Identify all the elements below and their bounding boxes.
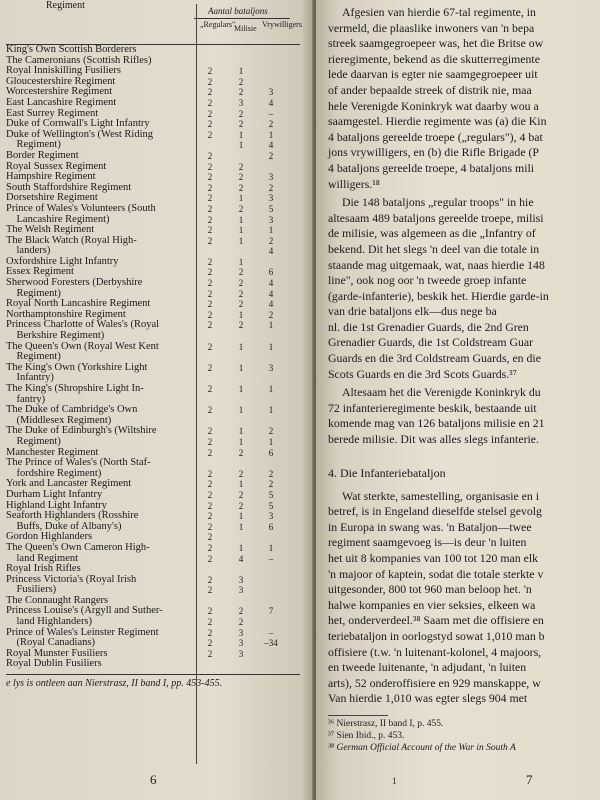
milisie-count: 1 — [238, 225, 244, 236]
regiment-name: Gloucestershire Regiment — [6, 75, 116, 87]
vrywilligers-count: 4 — [268, 246, 274, 257]
regulars-count: 2 — [207, 638, 213, 649]
milisie-count: 2 — [238, 203, 244, 214]
milisie-count: 2 — [238, 87, 244, 98]
regiment-name: Royal Munster Fusiliers — [6, 647, 108, 659]
milisie-count: 1 — [238, 214, 244, 225]
vrywilligers-count: 2 — [268, 235, 274, 246]
regiment-name: Royal Dublin Fusiliers — [6, 658, 102, 670]
milisie-count: 3 — [238, 648, 244, 659]
regulars-count: 2 — [207, 214, 213, 225]
table-row — [6, 236, 300, 247]
milisie-count: 3 — [238, 627, 244, 638]
milisie-header: Milisie — [234, 24, 257, 33]
table-row — [6, 490, 300, 501]
regiment-name: Royal Inniskilling Fusiliers — [6, 65, 121, 77]
regulars-count: 2 — [207, 617, 213, 628]
table-row — [6, 659, 300, 670]
text-line: betref, is in Engeland dieselfde stelsel gevolg — [328, 504, 542, 519]
regulars-count: 2 — [207, 489, 213, 500]
regulars-count: 2 — [207, 97, 213, 108]
regiment-name: Northamptonshire Regiment — [6, 308, 126, 320]
regulars-count: 2 — [207, 384, 213, 394]
milisie-count: 1 — [238, 235, 244, 246]
regulars-count: 2 — [207, 511, 213, 522]
regulars-count: 2 — [207, 161, 213, 172]
regulars-count: 2 — [207, 479, 213, 490]
milisie-count: 2 — [238, 161, 244, 172]
milisie-count: 1 — [238, 426, 244, 437]
text-line: van drie bataljons elk—dus nege ba — [328, 304, 497, 319]
vrywilligers-count: – — [268, 553, 274, 564]
regiment-name: The Cameronians (Scottish Rifles) — [6, 54, 152, 66]
regulars-count: 2 — [207, 256, 213, 267]
regulars-count: 2 — [207, 426, 213, 437]
table-row — [6, 151, 300, 162]
regulars-count: 2 — [207, 405, 213, 416]
regiment-name: The Connaught Rangers — [6, 594, 109, 606]
text-line: uitgesonder, 800 tot 960 man beloop het. 'n — [328, 582, 532, 597]
vrywilligers-count: 4 — [268, 288, 274, 299]
regiment-name: York and Lancaster Regiment — [6, 478, 132, 490]
milisie-count: 3 — [238, 574, 244, 585]
text-line: en tweede luitenante, 'n adjudant, 'n luiten — [328, 660, 527, 675]
regiment-name: land Regiment — [6, 552, 79, 564]
regulars-count: 2 — [207, 108, 213, 119]
regiment-name: Regiment) — [6, 351, 61, 363]
regiment-column-header: Regiment — [46, 0, 85, 11]
right-page — [316, 0, 600, 800]
text-line: Van hierdie 1,010 was egter slegs 904 met — [328, 691, 528, 706]
text-line: streek saamgegroepeer was, het die Britse ow — [328, 36, 544, 51]
text-line: 4 bataljons gereelde troepe, 4 bataljons mili — [328, 160, 535, 175]
regiment-name: Prince of Wales's Leinster Regiment — [6, 626, 159, 638]
vrywilligers-count: 3 — [268, 511, 274, 522]
milisie-count: 2 — [238, 108, 244, 119]
regiment-name: The Prince of Wales's (North Staf- — [6, 457, 151, 469]
regiment-name: Highland Light Infantry — [6, 499, 107, 511]
regiment-name: fantry) — [6, 393, 46, 405]
table-row — [6, 45, 300, 56]
text-line: bekend. Dit het slegs 'n deel van die totale in — [328, 241, 540, 256]
regulars-count: 2 — [207, 341, 213, 352]
vrywilligers-count: 3 — [268, 87, 274, 98]
regiment-name: Royal Sussex Regiment — [6, 160, 107, 172]
milisie-count: 1 — [238, 521, 244, 532]
regiment-name: Royal Irish Rifles — [6, 563, 81, 575]
vrywilligers-count: 6 — [268, 267, 274, 278]
milisie-count: 4 — [238, 553, 244, 564]
text-line: hele Verenigde Koninkryk wat daarby wou a — [328, 98, 539, 113]
milisie-count: 1 — [238, 436, 244, 447]
table-row — [6, 437, 300, 448]
regulars-count: 2 — [207, 119, 213, 130]
regiment-name: (Middlesex Regiment) — [6, 414, 112, 426]
vrywilligers-count: – — [268, 108, 274, 119]
text-line: Altesaam het die Verenigde Koninkryk du — [342, 385, 541, 400]
milisie-count: 2 — [238, 76, 244, 87]
regiment-name: Infantry) — [6, 372, 54, 384]
text-line: nl. die 1st Grenadier Guards, die 2nd Gren — [328, 319, 529, 334]
footnotes — [328, 718, 600, 754]
milisie-count: 2 — [238, 320, 244, 331]
regiment-name: Durham Light Infantry — [6, 488, 103, 500]
milisie-count: 2 — [238, 172, 244, 183]
vrywilligers-count: 4 — [268, 97, 274, 108]
milisie-count: 1 — [238, 341, 244, 352]
text-line: 72 infanterieregimente beskik, bestaande uit — [328, 400, 537, 415]
regiment-name: The King's (Shropshire Light In- — [6, 383, 144, 394]
paragraph-battalion — [328, 489, 600, 707]
vrywilligers-count: 4 — [268, 299, 274, 310]
regiment-name: Fusiliers) — [6, 584, 57, 596]
regiment-name: Lancashire Regiment) — [6, 213, 110, 225]
vrywilligers-count: 6 — [268, 447, 274, 458]
milisie-count: 1 — [238, 384, 244, 394]
text-line: teriebataljon in oorlogstyd sowat 1,010 man b — [328, 628, 545, 643]
text-line: berede milisie. Dit was alles slegs infanterie. — [328, 432, 539, 447]
regiment-name: Royal North Lancashire Regiment — [6, 298, 151, 310]
regulars-count: 2 — [207, 76, 213, 87]
regulars-count: 2 — [207, 203, 213, 214]
regiment-name: Dorsetshire Regiment — [6, 192, 98, 204]
milisie-count: 2 — [238, 182, 244, 193]
regulars-count: 2 — [207, 235, 213, 246]
text-line: Afgesien van hierdie 67-tal regimente, in — [342, 5, 536, 19]
regulars-count: 2 — [207, 627, 213, 638]
regiment-name: The Queen's Own Cameron High- — [6, 541, 150, 553]
regiment-name: The Black Watch (Royal High- — [6, 234, 137, 246]
regulars-count: 2 — [207, 278, 213, 289]
milisie-count: 1 — [238, 193, 244, 204]
paragraph-regiments — [328, 5, 600, 192]
vrywilligers-count: 1 — [268, 341, 274, 352]
regiment-name: Prince of Wales's Volunteers (South — [6, 202, 156, 214]
milisie-count: 1 — [238, 405, 244, 416]
vrywilligers-count: 4 — [268, 278, 274, 289]
milisie-count: 2 — [238, 278, 244, 289]
text-line: in Europa in swang was. 'n Bataljon—twee — [328, 519, 532, 534]
text-line: Grenadier Guards, die 1st Coldstream Guar — [328, 335, 534, 350]
corner-mark: 1 — [392, 776, 397, 786]
vrywilligers-count: 3 — [268, 172, 274, 183]
paragraph-total — [328, 385, 600, 447]
text-line: 4 bataljons gereelde troepe („regulars"), 4 bat — [328, 129, 543, 144]
vrywilligers-count: 2 — [268, 426, 274, 437]
regulars-count: 2 — [207, 225, 213, 236]
regulars-count: 2 — [207, 468, 213, 479]
regulars-count: 2 — [207, 362, 213, 373]
regulars-count: 2 — [207, 585, 213, 596]
regulars-count: 2 — [207, 87, 213, 98]
milisie-count: 2 — [238, 500, 244, 511]
vrywilligers-count: 3 — [268, 214, 274, 225]
milisie-count: 3 — [238, 97, 244, 108]
regiment-name: Regiment) — [6, 139, 61, 151]
section-title: 4. Die Infanteriebataljon — [328, 465, 446, 480]
text-line: Scots Guards en die 3rd Scots Guards.³⁷ — [328, 366, 517, 381]
regulars-count: 2 — [207, 553, 213, 564]
table-header — [6, 0, 302, 45]
vrywilligers-count: 1 — [268, 405, 274, 416]
regiment-name: East Lancashire Regiment — [6, 96, 117, 108]
text-line: Guards en die 3rd Coldstream Guards, en die — [328, 351, 541, 366]
text-line: Die 148 bataljons „regular troops" in hie — [342, 195, 534, 210]
milisie-count: 1 — [238, 362, 244, 373]
text-line: jons vrywilligers, en (b) die Rifle Brigade (P — [328, 145, 539, 160]
regiment-name: The King's Own (Yorkshire Light — [6, 361, 148, 373]
regiment-name: Duke of Cornwall's Light Infantry — [6, 118, 150, 130]
regulars-count: 2 — [207, 129, 213, 140]
regulars-count: 2 — [207, 500, 213, 511]
regiment-name: The Queen's Own (Royal West Kent — [6, 340, 159, 352]
vrywilligers-count: 3 — [268, 362, 274, 373]
regiment-name: landers) — [6, 245, 51, 257]
vrywilligers-count: 7 — [268, 606, 274, 617]
text-line: halwe kompanies en vier seksies, elkeen wa — [328, 597, 536, 612]
regiment-table — [6, 45, 300, 670]
text-line: Wat sterkte, samestelling, organisasie en i — [342, 488, 540, 503]
regiment-name: Princess Victoria's (Royal Irish — [6, 573, 137, 585]
text-line: regiment saamgevoeg is—is deur 'n luiten — [328, 535, 527, 550]
text-line: het uit 8 kompanies van 100 tot 120 man elk — [328, 551, 539, 565]
vrywilligers-count: 1 — [268, 436, 274, 447]
text-line: lede daarvan is egter nie saamgegroepeer uit — [328, 67, 538, 82]
text-line: altesaam 489 bataljons gereelde troepe, milisi — [328, 210, 544, 225]
regiment-name: South Staffordshire Regiment — [6, 181, 132, 193]
vrywilligers-count: 1 — [268, 320, 274, 331]
regulars-count: 2 — [207, 436, 213, 447]
regulars-count: 2 — [207, 288, 213, 299]
regiment-name: Hampshire Regiment — [6, 171, 96, 183]
milisie-count: 2 — [238, 447, 244, 458]
regiment-name: The Duke of Cambridge's Own — [6, 404, 138, 416]
vrywilligers-count: 2 — [268, 309, 274, 320]
regiment-name: Duke of Wellington's (West Riding — [6, 128, 153, 140]
text-line: line", ook nog oor 'n tweede groep infante — [328, 273, 527, 288]
regulars-count: 2 — [207, 172, 213, 183]
table-row — [6, 384, 300, 395]
text-line: komende mag van 126 bataljons milisie en 21 — [328, 416, 545, 431]
milisie-count: 2 — [238, 617, 244, 628]
vrywilligers-count: 5 — [268, 500, 274, 511]
table-footnote: e lys is ontleen aan Nierstrasz, II band I, pp. 453-455. — [6, 674, 300, 689]
regulars-count: 2 — [207, 574, 213, 585]
milisie-count: 1 — [238, 511, 244, 522]
text-line: 'n majoor of kaptein, sodat die totale sterkte v — [328, 566, 544, 581]
milisie-count: 1 — [238, 129, 244, 140]
vrywilligers-count: 2 — [268, 150, 274, 161]
regulars-count: 2 — [207, 532, 213, 543]
regiment-name: Oxfordshire Light Infantry — [6, 255, 119, 267]
milisie-count: 2 — [238, 468, 244, 479]
regulars-count: 2 — [207, 606, 213, 617]
table-row — [6, 204, 300, 215]
page-number-right: 7 — [526, 772, 533, 787]
text-line: de milisie, was algemeen as die „Infantry of — [328, 226, 536, 241]
regulars-count: 2 — [207, 521, 213, 532]
regiment-name: Princess Charlotte of Wales's (Royal — [6, 319, 160, 331]
regiment-name: Regiment) — [6, 435, 61, 447]
milisie-count: 2 — [238, 267, 244, 278]
milisie-count: 2 — [238, 489, 244, 500]
vrywilligers-count: 3 — [268, 193, 274, 204]
regulars-count: 2 — [207, 267, 213, 278]
regulars-count: 2 — [207, 309, 213, 320]
regiment-name: Seaforth Highlanders (Rosshire — [6, 510, 139, 522]
page-number-left: 6 — [150, 772, 157, 787]
milisie-count: 2 — [238, 299, 244, 310]
regulars-count: 2 — [207, 193, 213, 204]
text-line: offisiere (t.w. 'n luitenant-kolonel, 4 majoors, — [328, 644, 542, 659]
regiment-name: Manchester Regiment — [6, 446, 99, 458]
footnote: ³⁷ Sien Ibid., p. 453. — [328, 730, 405, 741]
milisie-count: 1 — [238, 66, 244, 77]
table-row — [6, 543, 300, 554]
regiment-name: Berkshire Regiment) — [6, 330, 105, 342]
regulars-count: 2 — [207, 66, 213, 77]
regiment-name: Princess Louise's (Argyll and Suther- — [6, 605, 163, 617]
regulars-count: 2 — [207, 299, 213, 310]
regulars-count: 2 — [207, 320, 213, 331]
regulars-count: 2 — [207, 447, 213, 458]
regiment-name: (Royal Canadians) — [6, 637, 95, 649]
milisie-count: 3 — [238, 638, 244, 649]
regiment-name: land Highlanders) — [6, 616, 93, 628]
regiment-name: The Duke of Edinburgh's (Wiltshire — [6, 425, 157, 437]
milisie-count: 2 — [238, 119, 244, 130]
text-line: het, onderverdeel.³⁸ Saam met die offisiere en — [328, 613, 544, 628]
regiment-name: Buffs, Duke of Albany's) — [6, 520, 122, 532]
regiment-name: Worcestershire Regiment — [6, 86, 113, 98]
milisie-count: 2 — [238, 606, 244, 617]
regiment-name: Regiment) — [6, 287, 61, 299]
regiment-name: King's Own Scottish Borderers — [6, 44, 137, 55]
milisie-count: 1 — [238, 479, 244, 490]
text-line: willigers.¹⁸ — [328, 176, 380, 191]
milisie-count: 1 — [238, 140, 244, 151]
text-line: (garde-infanterie), beskik het. Hierdie garde-in — [328, 288, 549, 303]
vrywilligers-count: 5 — [268, 203, 274, 214]
table-row — [6, 98, 300, 109]
vrywilligers-count: 5 — [268, 489, 274, 500]
regulars-header: „Regulars" — [200, 20, 236, 29]
regiment-name: East Surrey Regiment — [6, 107, 99, 119]
vrywilligers-count: – — [268, 627, 274, 638]
vrywilligers-count: 1 — [268, 225, 274, 236]
vrywilligers-count: 2 — [268, 182, 274, 193]
header-divider — [194, 18, 290, 19]
aantal-header: Aantal bataljons — [208, 6, 268, 16]
regiment-name: fordshire Regiment) — [6, 467, 102, 479]
text-line: arts), 52 onderoffisiere en 929 manskappe, w — [328, 675, 541, 690]
vrywilligers-count: 2 — [268, 119, 274, 130]
regiment-name: Gordon Highlanders — [6, 531, 93, 543]
regulars-count: 2 — [207, 182, 213, 193]
milisie-count: 1 — [238, 256, 244, 267]
footnote: ³⁸ German Official Account of the War in South A — [328, 742, 516, 753]
text-line: staande mag uitgemaak, wat, naas hierdie 148 — [328, 257, 545, 272]
regiment-name: Essex Regiment — [6, 266, 74, 278]
paragraph-regular-troops — [328, 195, 600, 382]
vrywilligers-count: –34 — [264, 638, 278, 649]
milisie-count: 2 — [238, 288, 244, 299]
vrywilligers-header: Vrywilligers — [262, 20, 302, 29]
milisie-count: 1 — [238, 542, 244, 553]
regiment-name: Sherwood Foresters (Derbyshire — [6, 277, 143, 289]
footnote: ³⁶ Nierstrasz, II band I, p. 455. — [328, 718, 444, 729]
vrywilligers-count: 1 — [268, 542, 274, 553]
text-line: rieregimente, bekend as die skutterregimente — [328, 51, 540, 66]
regiment-name: The Welsh Regiment — [6, 224, 95, 236]
regulars-count: 2 — [207, 648, 213, 659]
vrywilligers-count: 2 — [268, 479, 274, 490]
vrywilligers-count: 1 — [268, 384, 274, 394]
vrywilligers-count: 6 — [268, 521, 274, 532]
text-line: of ander bepaalde streek of distrik nie, maa — [328, 82, 532, 97]
regulars-count: 2 — [207, 542, 213, 553]
milisie-count: 3 — [238, 585, 244, 596]
vrywilligers-count: 1 — [268, 129, 274, 140]
regulars-count: 2 — [207, 150, 213, 161]
vrywilligers-count: 2 — [268, 468, 274, 479]
text-line: saamgestel. Hierdie regimente was (a) die Kin — [328, 114, 547, 129]
vrywilligers-count: 4 — [268, 140, 274, 151]
text-line: vermeld, die plaaslike inwoners van 'n bepa — [328, 20, 535, 35]
regiment-name: Border Regiment — [6, 149, 79, 161]
milisie-count: 1 — [238, 309, 244, 320]
